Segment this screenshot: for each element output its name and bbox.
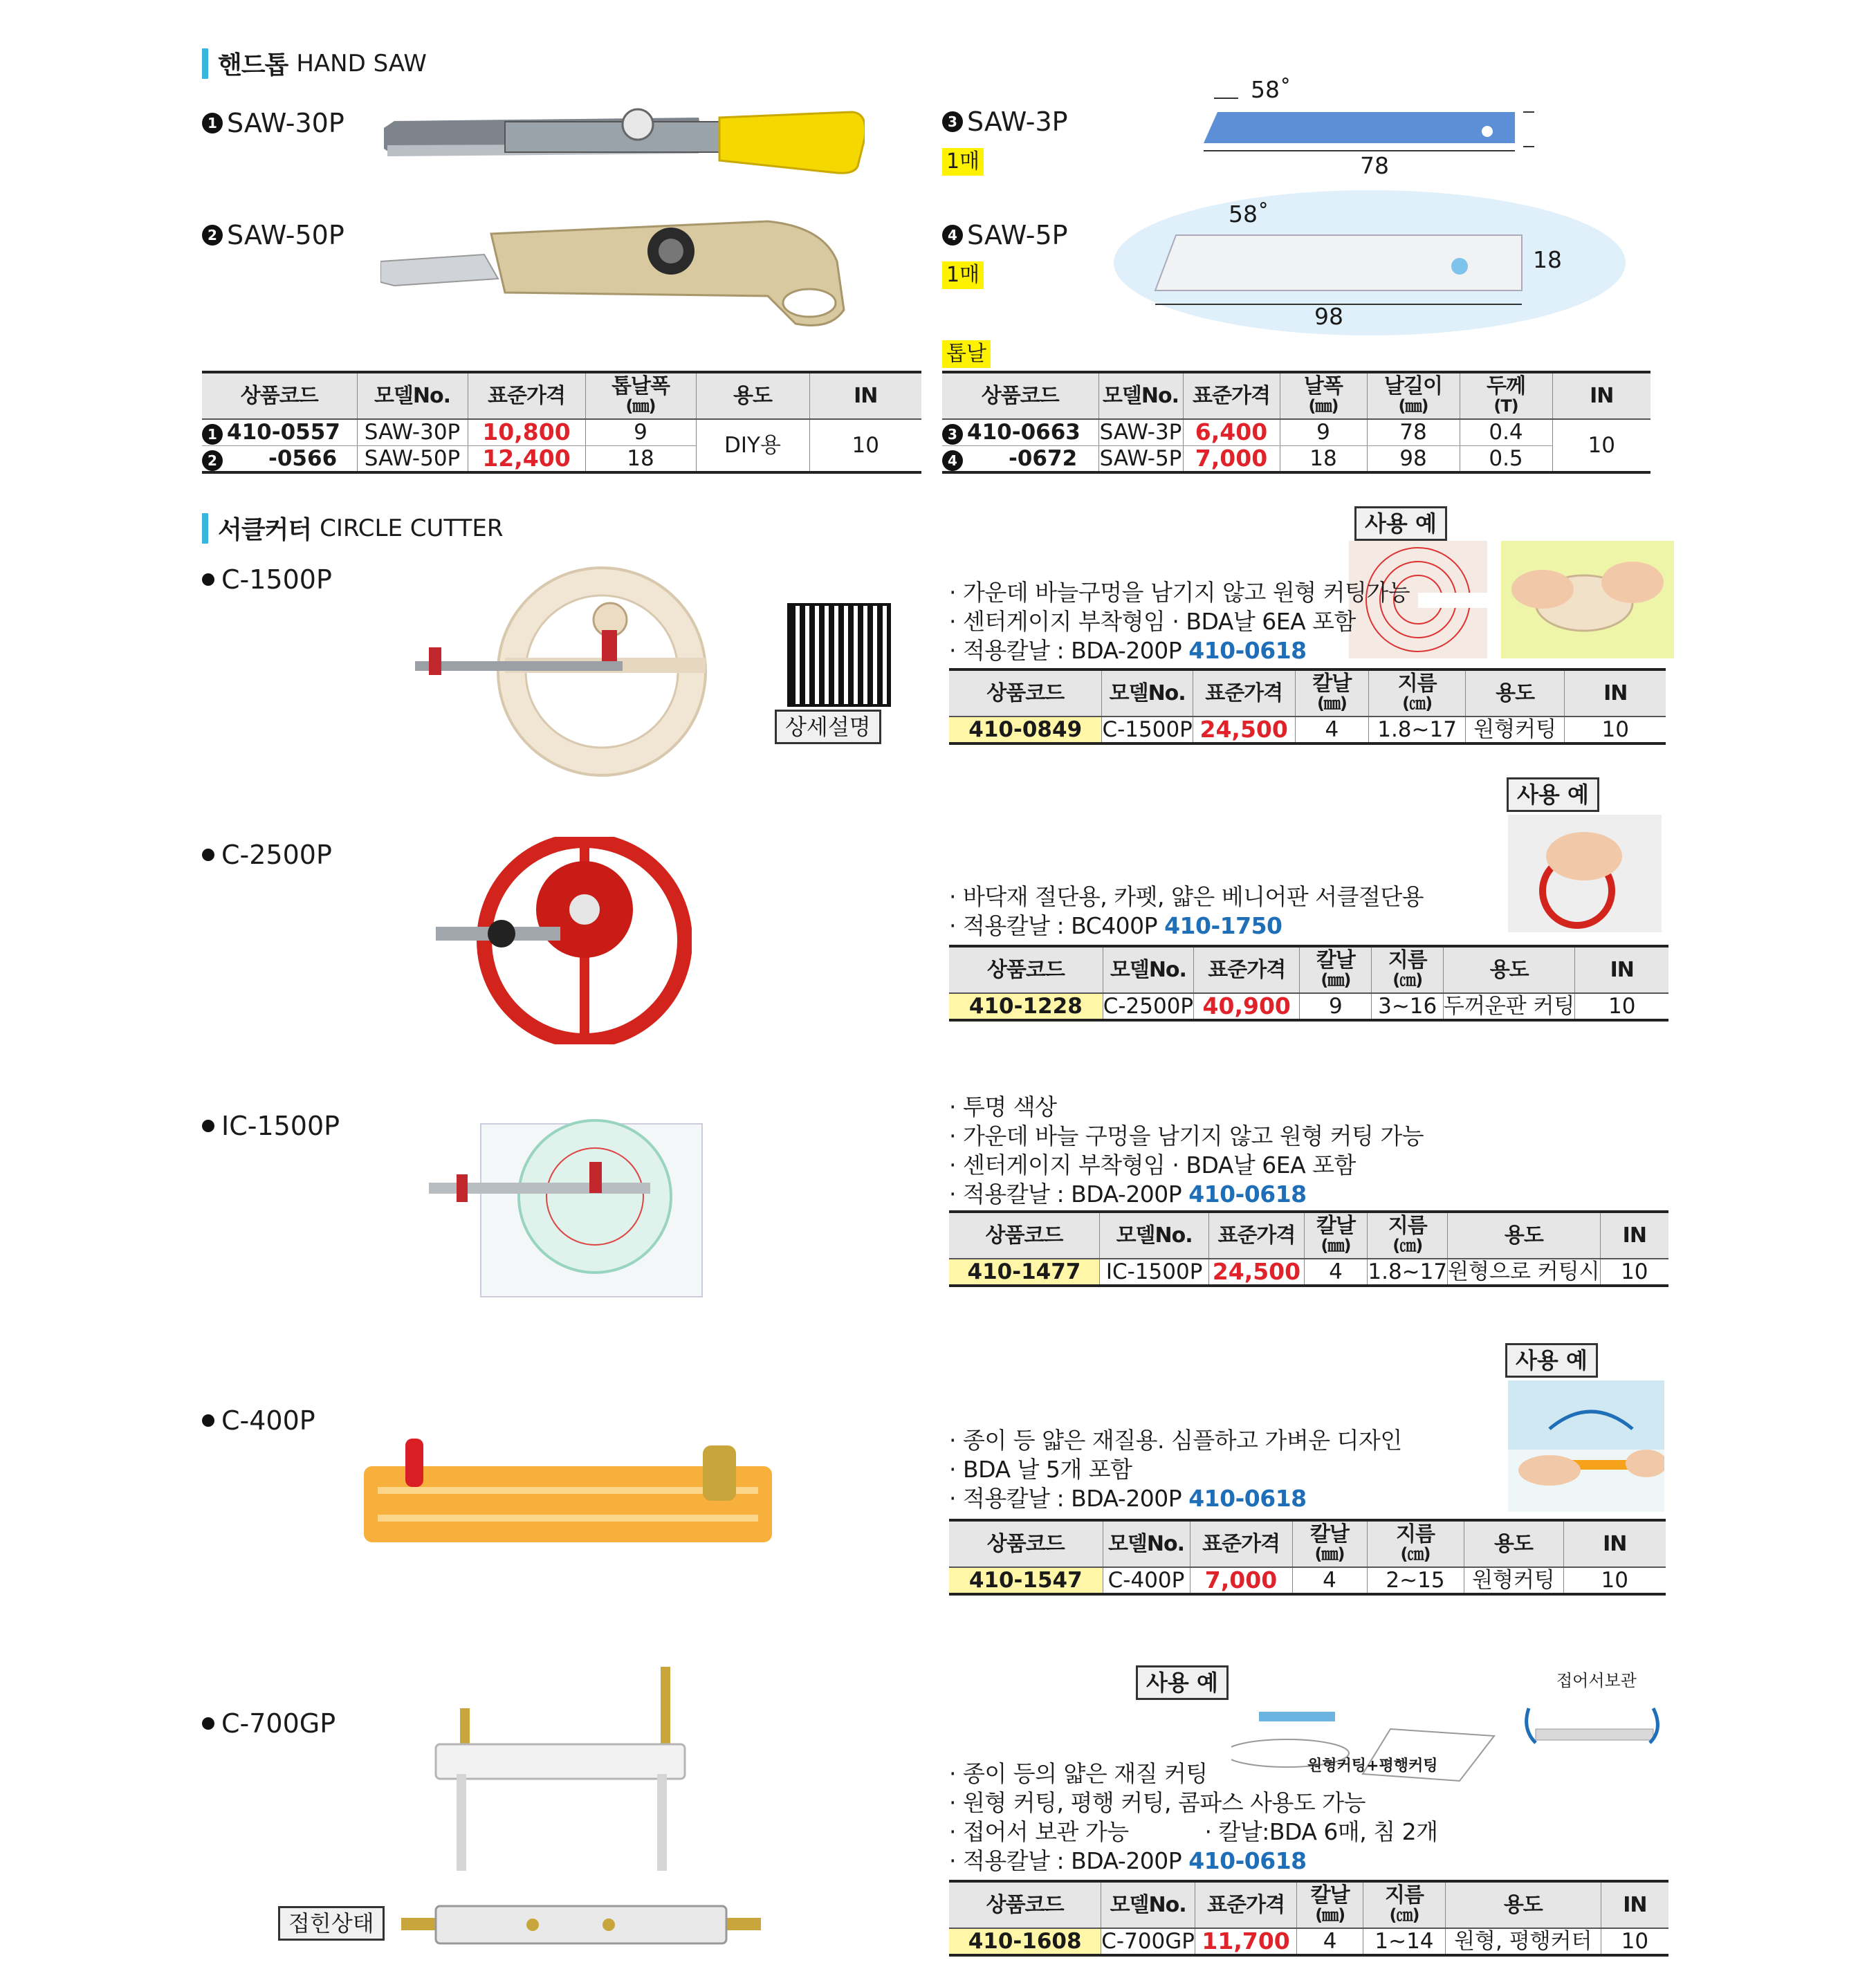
- cutting-caption: 원형커팅+평행커팅: [1307, 1757, 1438, 1775]
- section-accent-bar: [202, 48, 208, 79]
- blade-spec-table: [942, 371, 1650, 474]
- number-badge-1: 1: [202, 113, 223, 133]
- table-row: 3 410-0663 SAW-3P 6,400 9 78 0.4 10: [942, 419, 1650, 445]
- circle-title-en: CIRCLE CUTTER: [320, 514, 504, 542]
- table-row: 2 -0566 SAW-50P 12,400 18: [202, 445, 921, 472]
- detail-description-label[interactable]: 상세설명: [775, 710, 881, 744]
- table-row: 410-1608 C-700GP 11,700 4 1~14 원형, 평행커터 10: [949, 1928, 1668, 1955]
- c-400p-usage-photo: [1508, 1380, 1664, 1512]
- number-badge-4: 4: [942, 225, 963, 246]
- saw-3p-label: 3 SAW-3P: [942, 107, 1068, 137]
- table-row: 410-1547 C-400P 7,000 4 2~15 원형커팅 10: [949, 1567, 1666, 1594]
- saw-50p-image: [380, 206, 865, 338]
- table-row: 410-0849 C-1500P 24,500 4 1.8~17 원형커팅 10: [949, 717, 1666, 743]
- blade-code-link[interactable]: 410-0618: [1188, 637, 1307, 664]
- c-700gp-folded-image: [401, 1901, 761, 1949]
- ic-1500p-image: [429, 1113, 706, 1300]
- section-accent-bar: [202, 513, 208, 544]
- fold-storage-caption: 접어서보관: [1556, 1671, 1637, 1690]
- ic-1500p-spec-table: [949, 1210, 1668, 1287]
- number-badge-3: 3: [942, 111, 963, 132]
- c-400p-label: C-400P: [202, 1405, 315, 1436]
- circle-cutter-section-title: [202, 510, 503, 546]
- bullet-dot: [202, 573, 214, 586]
- c-700gp-image: [429, 1667, 706, 1874]
- bullet-dot: [202, 1717, 214, 1730]
- c-700gp-spec-table: [949, 1880, 1668, 1957]
- c-2500p-features: · 바닥재 절단용, 카펫, 얇은 베니어판 서클절단용 · 적용칼날 : BC400P 410-1750: [949, 883, 1424, 939]
- saw-5p-width: 18: [1533, 246, 1562, 273]
- c-400p-image: [364, 1425, 779, 1556]
- c-2500p-spec-table: [949, 945, 1668, 1022]
- c-2500p-usage-photo: [1508, 815, 1662, 932]
- table-header-row: 상품코드 모델No. 표준가격 날폭 (㎜) 날길이 (㎜) 두께 (T) IN: [942, 372, 1650, 419]
- table-header-row: 상품코드 모델No. 표준가격 칼날 (㎜) 지름 (㎝) 용도 IN: [949, 946, 1668, 993]
- saw-30p-image: [380, 97, 865, 180]
- c-1500p-image: [415, 564, 719, 779]
- handsaw-title-en: HAND SAW: [296, 49, 427, 77]
- saw-5p-qty-tag: 1매: [942, 261, 984, 289]
- circle-title-ko: 서클커터: [218, 516, 312, 544]
- saw-5p-length: 98: [1314, 303, 1343, 330]
- c-1500p-label: C-1500P: [202, 564, 332, 595]
- c-700gp-features: · 종이 등의 얇은 재질 커팅 · 원형 커팅, 평행 커팅, 콤파스 사용도 가능 · 접어서 보관 가능 · 칼날:BDA 6매, 침 2개 · 적용칼날 : BDA-200P 410-0618: [949, 1760, 1438, 1874]
- c-1500p-spec-table: [949, 668, 1666, 745]
- table-row: 410-1228 C-2500P 40,900 9 3~16 두꺼운판 커팅 10: [949, 993, 1668, 1020]
- table-header-row: 상품코드 모델No. 표준가격 칼날 (㎜) 지름 (㎝) 용도 IN: [949, 1520, 1666, 1567]
- c-2500p-image: [436, 837, 692, 1044]
- saw-30p-label: 1 SAW-30P: [202, 108, 344, 138]
- table-row: 4 -0672 SAW-5P 7,000 18 98 0.5: [942, 445, 1650, 472]
- usage-example-label-3: 사용 예: [1505, 1343, 1598, 1378]
- bullet-dot: [202, 1120, 214, 1132]
- usage-example-label-2: 사용 예: [1507, 777, 1599, 812]
- saw-5p-label: 4 SAW-5P: [942, 220, 1068, 250]
- saw-3p-length: 78: [1360, 152, 1389, 179]
- c-2500p-label: C-2500P: [202, 840, 332, 870]
- table-row: 410-1477 IC-1500P 24,500 4 1.8~17 원형으로 커팅시 10: [949, 1259, 1668, 1286]
- ic-1500p-features: · 투명 색상 · 가운데 바늘 구멍을 남기지 않고 원형 커팅 가능 · 센터게이지 부착형임 · BDA날 6EA 포함 · 적용칼날 : BDA-200P 410-0618: [949, 1093, 1424, 1208]
- c-1500p-usage-photo: [1501, 541, 1674, 658]
- blade-code-link[interactable]: 410-0618: [1188, 1181, 1307, 1208]
- c-1500p-features: · 가운데 바늘구멍을 남기지 않고 원형 커팅가능 · 센터게이지 부착형임 · BDA날 6EA 포함 · 적용칼날 : BDA-200P 410-0618: [949, 579, 1410, 664]
- usage-example-label-4: 사용 예: [1136, 1665, 1229, 1700]
- bullet-dot: [202, 849, 214, 861]
- handsaw-spec-table: [202, 371, 921, 474]
- c-700gp-label: C-700GP: [202, 1708, 335, 1739]
- number-badge-2: 2: [202, 225, 223, 246]
- c-400p-spec-table: [949, 1519, 1666, 1596]
- saw-3p-angle: 58˚: [1251, 76, 1291, 103]
- blade-category-tag: 톱날: [942, 340, 991, 368]
- saw-5p-angle: 58˚: [1229, 201, 1269, 228]
- ic-1500p-label: IC-1500P: [202, 1111, 340, 1141]
- bullet-dot: [202, 1414, 214, 1427]
- table-header-row: 상품코드 모델No. 표준가격 칼날 (㎜) 지름 (㎝) 용도 IN: [949, 669, 1666, 717]
- qr-code[interactable]: [787, 603, 891, 707]
- table-header-row: 상품코드 모델No. 표준가격 칼날 (㎜) 지름 (㎝) 용도 IN: [949, 1212, 1668, 1259]
- handsaw-title-ko: 핸드톱: [218, 51, 288, 80]
- saw-3p-qty-tag: 1매: [942, 148, 984, 176]
- blade-code-link[interactable]: 410-1750: [1164, 912, 1282, 939]
- blade-code-link[interactable]: 410-0618: [1188, 1485, 1307, 1512]
- c-400p-features: · 종이 등 얇은 재질용. 심플하고 가벼운 디자인 · BDA 날 5개 포함 · 적용칼날 : BDA-200P 410-0618: [949, 1427, 1402, 1512]
- table-row: 1 410-0557 SAW-30P 10,800 9 DIY용 10: [202, 419, 921, 445]
- saw-50p-label: 2 SAW-50P: [202, 220, 344, 250]
- table-header-row: 상품코드 모델No. 표준가격 칼날 (㎜) 지름 (㎝) 용도 IN: [949, 1881, 1668, 1928]
- handsaw-section-title: [202, 46, 427, 81]
- table-header-row: 상품코드 모델No. 표준가격 톱날폭 (㎜) 용도 IN: [202, 372, 921, 419]
- blade-code-link[interactable]: 410-0618: [1188, 1847, 1307, 1874]
- usage-example-label-1: 사용 예: [1354, 506, 1447, 541]
- folded-state-label: 접힌상태: [278, 1906, 385, 1941]
